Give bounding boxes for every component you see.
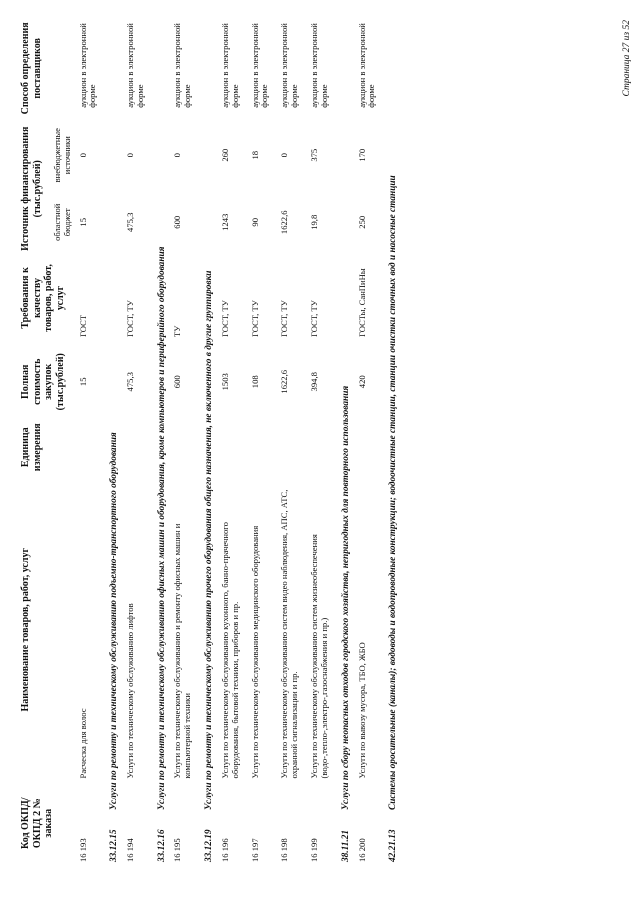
header-cost: Полная стоимость закупок (тыс.рублей) xyxy=(20,353,66,411)
table-row xyxy=(217,15,247,865)
item-source-nonbudget: 0 xyxy=(124,153,135,158)
group-code: 33.12.16 xyxy=(156,829,167,862)
group-title: Услуги по ремонту и техническому обслуживанию офисных машин и оборудования, кроме компьютеров и периферийного оборудования xyxy=(156,246,167,810)
item-requirements: ГОСТ, ТУ xyxy=(309,300,320,338)
item-unit xyxy=(217,416,247,478)
item-unit xyxy=(75,416,105,478)
header-code: Код ОКПД/ ОКПД 2 № заказа xyxy=(20,797,54,849)
item-method: аукцион в электронной форме xyxy=(279,23,300,108)
item-method: аукцион в электронной форме xyxy=(309,23,329,108)
item-source-regional: 19,8 xyxy=(309,214,320,230)
item-requirements: ГОСТ, ТУ xyxy=(219,300,230,338)
table-row xyxy=(122,15,152,865)
item-unit xyxy=(306,416,336,478)
item-code: 16 197 xyxy=(249,838,260,862)
item-requirements: ГОСТ, ТУ xyxy=(249,300,260,338)
item-requirements: ТУ xyxy=(172,325,183,338)
item-cost: 600 xyxy=(172,375,183,389)
item-cost: 15 xyxy=(77,377,88,387)
item-code: 16 195 xyxy=(172,838,183,862)
item-source-nonbudget: 260 xyxy=(219,148,230,162)
item-source-regional: 90 xyxy=(249,217,260,227)
item-name: Услуги по техническому обслуживанию медицинского оборудования xyxy=(249,525,260,779)
item-method: аукцион в электронной форме xyxy=(124,23,145,108)
item-code: 16 200 xyxy=(356,838,367,862)
group-code: 42.21.13 xyxy=(388,829,399,862)
group-title: Системы оросительные (каналы); водоводы и водопроводные конструкции; водоочистные станции, станции очистки сточных вод и насосные станции xyxy=(388,175,399,810)
header-source-regional: областной бюджет xyxy=(52,203,72,241)
item-source-nonbudget: 0 xyxy=(77,153,88,158)
group-row xyxy=(383,15,401,865)
item-name: Услуги по техническому обслуживанию и ремонту офисных машин и компьютерной техники xyxy=(172,523,193,779)
procurement-table xyxy=(18,15,401,865)
item-method: аукцион в электронной форме xyxy=(77,23,98,108)
group-title: Услуги по сбору неопасных отходов городского хозяйства, непригодных для повторного использования xyxy=(340,385,351,810)
group-row xyxy=(152,15,170,865)
item-unit xyxy=(247,416,277,478)
item-source-nonbudget: 0 xyxy=(279,153,290,158)
item-code: 16 198 xyxy=(279,838,290,862)
item-method: аукцион в электронной форме xyxy=(219,23,240,108)
item-source-regional: 475,3 xyxy=(124,212,135,232)
item-source-regional: 1622,6 xyxy=(279,210,290,235)
item-unit xyxy=(169,416,199,478)
item-source-regional: 15 xyxy=(77,217,88,227)
item-method: аукцион в электронной форме xyxy=(356,23,377,108)
table-body xyxy=(75,15,401,865)
item-method: аукцион в электронной форме xyxy=(172,23,193,108)
item-requirements: ГОСТ, ТУ xyxy=(279,300,290,338)
group-cell xyxy=(336,15,354,865)
table-row xyxy=(247,15,277,865)
group-row xyxy=(104,15,122,865)
item-cost: 475,3 xyxy=(124,372,135,392)
item-source-regional: 250 xyxy=(356,215,367,229)
item-name: Услуги по техническому обслуживанию систем видео наблюдения, АПС, АТС, охранной сигнализации и пр. xyxy=(279,489,300,779)
item-unit xyxy=(122,416,152,478)
item-code: 16 193 xyxy=(77,838,88,862)
group-code: 38.11.21 xyxy=(340,829,351,862)
item-requirements: ГОСТ xyxy=(77,314,88,338)
group-cell xyxy=(199,15,217,865)
item-source-regional: 600 xyxy=(172,215,183,229)
item-source-nonbudget: 18 xyxy=(249,150,260,160)
item-source-nonbudget: 0 xyxy=(172,153,183,158)
group-code: 33.12.15 xyxy=(109,829,120,862)
item-code: 16 199 xyxy=(309,838,320,862)
item-name: Расческа для волос xyxy=(77,708,88,779)
group-row xyxy=(199,15,217,865)
item-requirements: ГОСТ, ТУ xyxy=(124,300,135,338)
item-requirements: ГОСТы, СанПиНы xyxy=(356,268,367,338)
header-name: Наименование товаров, работ, услуг xyxy=(20,547,31,712)
header-method: Способ определения поставщиков xyxy=(20,22,43,115)
table-row xyxy=(354,15,384,865)
item-source-nonbudget: 375 xyxy=(309,148,320,162)
item-unit xyxy=(354,416,384,478)
item-name: Услуги по техническому обслуживанию систем жизнеобеспечения (водо-,тепло-,электро-,газоснабжения и пр.) xyxy=(309,534,329,779)
item-name: Услуги по техническому обслуживанию лифтов xyxy=(124,603,135,779)
group-cell xyxy=(152,15,170,865)
item-name: Услуги по техническому обслуживанию кухонного, банно-прачечного оборудования, бытовой техники, приборов и пр. xyxy=(219,522,240,779)
item-cost: 1503 xyxy=(219,373,230,391)
group-cell xyxy=(383,15,401,865)
group-title: Услуги по ремонту и техническому обслуживанию прочего оборудования общего назначения, не включенного в другие группировки xyxy=(204,270,215,810)
item-cost: 420 xyxy=(356,375,367,389)
table-row xyxy=(276,15,306,865)
header-requirements: Требования к качеству товаров, работ, услуг xyxy=(20,264,66,332)
group-cell xyxy=(104,15,122,865)
table-row xyxy=(75,15,105,865)
header-unit: Единица измерения xyxy=(20,423,43,472)
group-title: Услуги по ремонту и техническому обслуживанию подъемно-транспортного оборудования xyxy=(109,432,120,810)
item-cost: 1622,6 xyxy=(279,369,290,394)
item-cost: 108 xyxy=(249,375,260,389)
item-method: аукцион в электронной форме xyxy=(249,23,270,108)
table-header xyxy=(18,15,75,865)
item-code: 16 194 xyxy=(124,838,135,862)
header-source-nonbudget: внебюджетные источники xyxy=(52,128,72,183)
item-name: Услуги по вывозу мусора, ТБО, ЖБО xyxy=(356,642,367,779)
item-source-nonbudget: 170 xyxy=(356,148,367,162)
page-number: Страница 27 из 52 xyxy=(622,20,632,97)
header-source: Источник финансирования (тыс.рублей) xyxy=(20,126,43,251)
table-row xyxy=(306,15,336,865)
item-code: 16 196 xyxy=(219,838,230,862)
group-row xyxy=(336,15,354,865)
item-unit xyxy=(276,416,306,478)
item-cost: 394,8 xyxy=(309,372,320,392)
group-code: 33.12.19 xyxy=(204,829,215,862)
table-row xyxy=(169,15,199,865)
item-source-regional: 1243 xyxy=(219,213,230,231)
